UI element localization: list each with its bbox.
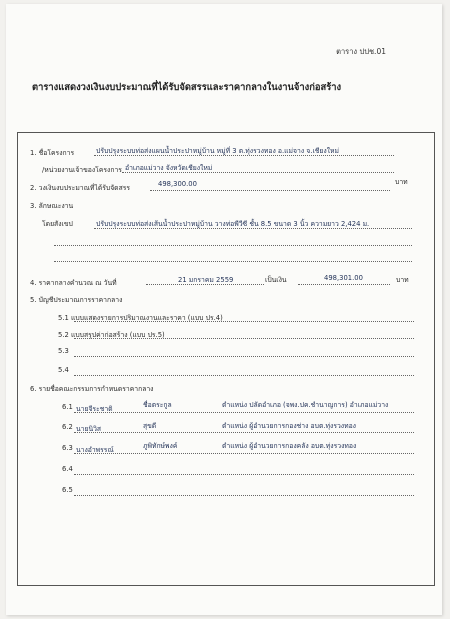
committee-no-3: 6.3 bbox=[62, 444, 73, 452]
median-amount-line bbox=[298, 284, 390, 285]
summary-line-1 bbox=[94, 228, 412, 229]
committee-no-4: 6.4 bbox=[62, 465, 73, 473]
budget-unit: บาท bbox=[395, 178, 408, 186]
committee-first-1: นายจีระชาติ bbox=[76, 405, 113, 413]
committee-no-1: 6.1 bbox=[62, 403, 73, 411]
owner-line bbox=[122, 172, 394, 173]
budget-value: 498,300.00 bbox=[158, 180, 197, 188]
bq-item-1: 5.1 แบบแสดงรายการปริมาณงานและราคา (แบบ ปร.4) bbox=[58, 314, 223, 322]
project-line bbox=[94, 155, 394, 156]
form-code: ตาราง ปปช.01 bbox=[336, 47, 386, 56]
budget-label: 2. วงเงินงบประมาณที่ได้รับจัดสรร bbox=[30, 184, 131, 192]
committee-last-3: ภูพิทักษ์พงค์ bbox=[143, 442, 178, 450]
project-label: 1. ชื่อโครงการ bbox=[30, 149, 75, 157]
summary-line-3 bbox=[54, 261, 412, 262]
bq-line-4 bbox=[74, 375, 414, 376]
budget-line bbox=[150, 190, 390, 191]
summary-value: ปรับปรุงระบบท่อส่งเส้นน้ำประปาหมู่บ้าน วางท่อพีวีซี ชั้น 8.5 ขนาด 3 นิ้ว ความยาว 2,424 ม. bbox=[96, 220, 370, 228]
bq-item-3: 5.3 bbox=[58, 347, 69, 355]
committee-position-2: ตำแหน่ง ผู้อำนวยการกองช่าง อบต.ทุ่งรวงทอง bbox=[222, 422, 356, 430]
committee-line-5 bbox=[74, 495, 414, 496]
bq-line-2 bbox=[74, 338, 414, 339]
committee-no-2: 6.2 bbox=[62, 423, 73, 431]
summary-line-2 bbox=[54, 245, 412, 246]
committee-last-2: สุขดี bbox=[143, 422, 157, 430]
committee-first-3: นางอำพรรณ์ bbox=[76, 446, 114, 454]
committee-line-1 bbox=[74, 412, 414, 413]
committee-line-3 bbox=[74, 453, 414, 454]
bq-label: 5. บัญชีประมาณการราคากลาง bbox=[30, 296, 123, 304]
committee-label: 6. รายชื่อคณะกรรมการกำหนดราคากลาง bbox=[30, 385, 154, 393]
bq-item-4: 5.4 bbox=[58, 366, 69, 374]
document-page bbox=[6, 4, 442, 615]
median-amount: 498,301.00 bbox=[324, 274, 363, 282]
form-box bbox=[17, 132, 435, 586]
page-title: ตารางแสดงวงเงินงบประมาณที่ได้รับจัดสรรและราคากลางในงานจ้างก่อสร้าง bbox=[32, 82, 342, 93]
committee-last-1: ชื่อตระกูล bbox=[143, 401, 172, 409]
committee-position-3: ตำแหน่ง ผู้อำนวยการกองคลัง อบต.ทุ่งรวงทอง bbox=[222, 442, 357, 450]
bq-line-1 bbox=[74, 321, 414, 322]
nature-label: 3. ลักษณะงาน bbox=[30, 202, 74, 210]
owner-label: /หน่วยงานเจ้าของโครงการ bbox=[42, 166, 122, 174]
committee-position-1: ตำแหน่ง ปลัดอำเภอ (จพง.ปค.ชำนาญการ) อำเภอแม่วาง bbox=[222, 401, 389, 409]
bq-line-3 bbox=[74, 356, 414, 357]
median-unit: บาท bbox=[396, 276, 409, 284]
summary-label: โดยสังเขป bbox=[42, 220, 73, 228]
median-amount-label: เป็นเงิน bbox=[265, 276, 287, 284]
committee-no-5: 6.5 bbox=[62, 486, 73, 494]
median-date: 21 มกราคม 2559 bbox=[178, 276, 234, 284]
committee-line-2 bbox=[74, 432, 414, 433]
owner-value: อำเภอแม่วาง จังหวัดเชียงใหม่ bbox=[125, 164, 213, 172]
project-value: ปรับปรุงระบบท่อส่งแผนน้ำประปาหมู่บ้าน หมู่ที่ 3 ต.ทุ่งรวงทอง อ.แม่จาง จ.เชียงใหม่ bbox=[96, 147, 339, 155]
median-label: 4. ราคากลางคำนวณ ณ วันที่ bbox=[30, 279, 117, 287]
committee-first-2: นายนิวิส bbox=[76, 425, 102, 433]
committee-line-4 bbox=[74, 474, 414, 475]
bq-item-2: 5.2 แบบสรุปค่าก่อสร้าง (แบบ ปร.5) bbox=[58, 331, 165, 339]
median-date-line bbox=[146, 284, 264, 285]
